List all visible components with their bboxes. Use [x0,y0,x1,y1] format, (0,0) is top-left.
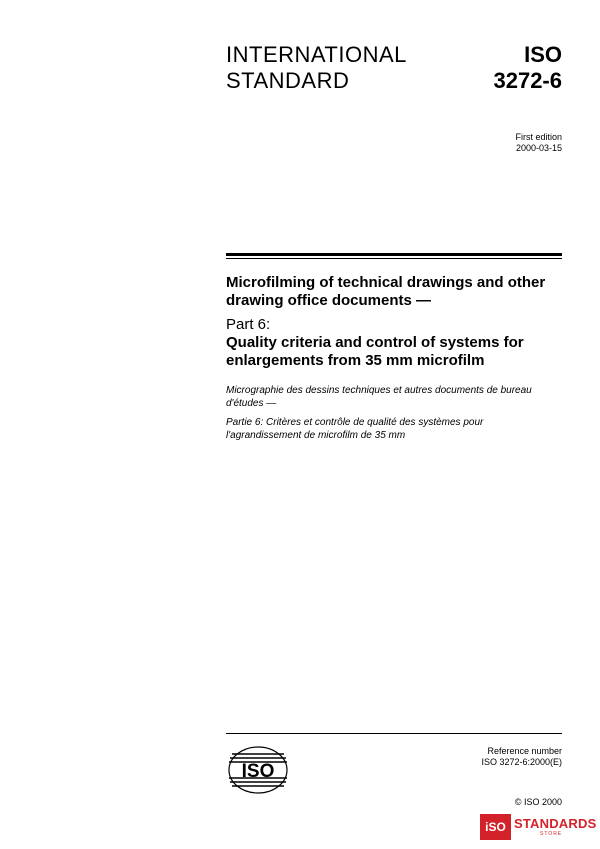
edition-date: 2000-03-15 [515,143,562,153]
title-rule-thick [226,253,562,256]
reference-number [481,746,562,768]
reference-value: ISO 3272-6:2000(E) [481,757,562,767]
iso-logo-text: ISO [241,761,275,782]
standard-number-value: 3272-6 [493,68,562,93]
iso-logo [228,746,288,794]
french-title: Micrographie des dessins techniques et autres documents de bureau d'études — [226,385,532,409]
store-subtitle: STORE [540,831,563,837]
store-logo-box: iSO [480,814,511,840]
edition-info [515,132,562,154]
title-rule-thin [226,258,562,259]
standard-number [493,42,562,94]
document-title: Microfilming of technical drawings and other drawing office documents — [226,274,546,309]
store-name: STANDARDS [514,816,597,831]
part-title: Quality criteria and control of systems for enlargements from 35 mm microfilm [226,334,524,369]
iso-label: ISO [524,42,562,67]
reference-label: Reference number [487,746,562,756]
part-label: Part 6: [226,316,271,333]
french-part-title: Partie 6: Critères et contrôle de qualité des systèmes pour l'agrandissement de microfilm de 35 mm [226,417,484,441]
document-type-line2: STANDARD [226,68,350,93]
copyright-notice: © ISO 2000 [514,797,562,807]
document-type [226,42,407,94]
store-watermark [480,812,597,842]
document-type-line1: INTERNATIONAL [226,42,407,67]
iso-logo-icon [228,746,288,794]
edition-label: First edition [515,132,562,142]
footer-rule [226,733,562,734]
